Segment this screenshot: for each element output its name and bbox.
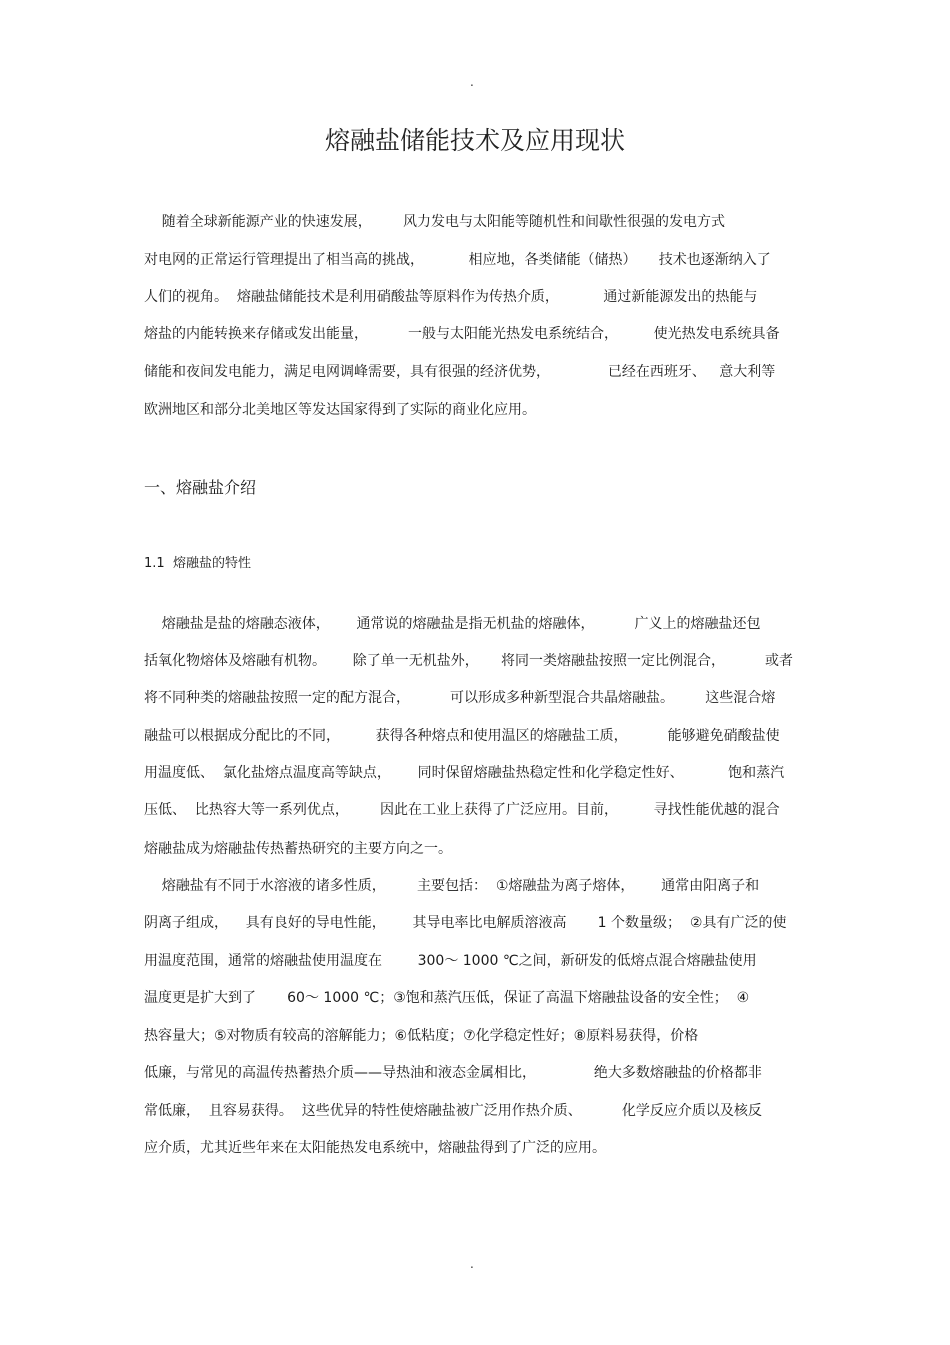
section-heading: 一、熔融盐介绍 <box>144 478 257 497</box>
paragraph-line: 用温度低、 氯化盐熔点温度高等缺点， 同时保留熔融盐热稳定性和化学稳定性好、 饱和蒸汽 <box>144 765 785 781</box>
header-mark: . <box>470 75 474 89</box>
paragraph-line: 将不同种类的熔融盐按照一定的配方混合， 可以形成多种新型混合共晶熔融盐。 这些混合熔 <box>144 690 776 706</box>
page-title: 熔融盐储能技术及应用现状 <box>324 126 625 155</box>
paragraph-line: 融盐可以根据成分配比的不同， 获得各种熔点和使用温区的熔融盐工质， 能够避免硝酸盐使 <box>144 728 780 744</box>
intro-line: 储能和夜间发电能力，满足电网调峰需要，具有很强的经济优势， 已经在西班牙、 意大利等 <box>144 364 776 380</box>
paragraph-line: 熔融盐成为熔融盐传热蓄热研究的主要方向之一。 <box>144 841 452 857</box>
intro-line: 人们的视角。 熔融盐储能技术是利用硝酸盐等原料作为传热介质， 通过新能源发出的热能与 <box>144 289 758 305</box>
subsection-heading: 1.1 熔融盐的特性 <box>144 556 251 571</box>
paragraph-line: 应介质，尤其近些年来在太阳能热发电系统中，熔融盐得到了广泛的应用。 <box>144 1140 606 1156</box>
intro-line: 对电网的正常运行管理提出了相当高的挑战， 相应地，各类储能（储热） 技术也逐渐纳入了 <box>144 252 771 268</box>
paragraph-line: 括氧化物熔体及熔融有机物。 除了单一无机盐外， 将同一类熔融盐按照一定比例混合， 或者 <box>144 653 794 669</box>
footer-mark: . <box>470 1257 474 1271</box>
intro-line: 欧洲地区和部分北美地区等发达国家得到了实际的商业化应用。 <box>144 402 536 418</box>
intro-line: 熔盐的内能转换来存储或发出能量， 一般与太阳能光热发电系统结合， 使光热发电系统具备 <box>144 326 780 342</box>
intro-line: 随着全球新能源产业的快速发展， 风力发电与太阳能等随机性和间歇性很强的发电方式 <box>144 214 725 230</box>
paragraph-line: 压低、 比热容大等一系列优点， 因此在工业上获得了广泛应用。目前， 寻找性能优越的混合 <box>144 802 780 818</box>
paragraph-line: 熔融盐是盐的熔融态液体， 通常说的熔融盐是指无机盐的熔融体， 广义上的熔融盐还包 <box>144 616 761 632</box>
paragraph-line: 阴离子组成， 具有良好的导电性能， 其导电率比电解质溶液高 1 个数量级； ②具有广泛的使 <box>144 915 787 931</box>
paragraph-line: 温度更是扩大到了 60～ 1000 ℃；③饱和蒸汽压低，保证了高温下熔融盐设备的安全性； ④ <box>144 990 750 1006</box>
paragraph-line: 用温度范围，通常的熔融盐使用温度在 300～ 1000 ℃之间，新研发的低熔点混合熔融盐使用 <box>144 953 757 969</box>
paragraph-line: 热容量大；⑤对物质有较高的溶解能力；⑥低粘度；⑦化学稳定性好；⑧原料易获得，价格 <box>144 1028 699 1044</box>
paragraph-line: 熔融盐有不同于水溶液的诸多性质， 主要包括： ①熔融盐为离子熔体， 通常由阳离子和 <box>144 878 760 894</box>
paragraph-line: 常低廉， 且容易获得。 这些优异的特性使熔融盐被广泛用作热介质、 化学反应介质以及核反 <box>144 1103 762 1119</box>
paragraph-line: 低廉，与常见的高温传热蓄热介质——导热油和液态金属相比， 绝大多数熔融盐的价格都非 <box>144 1065 762 1081</box>
